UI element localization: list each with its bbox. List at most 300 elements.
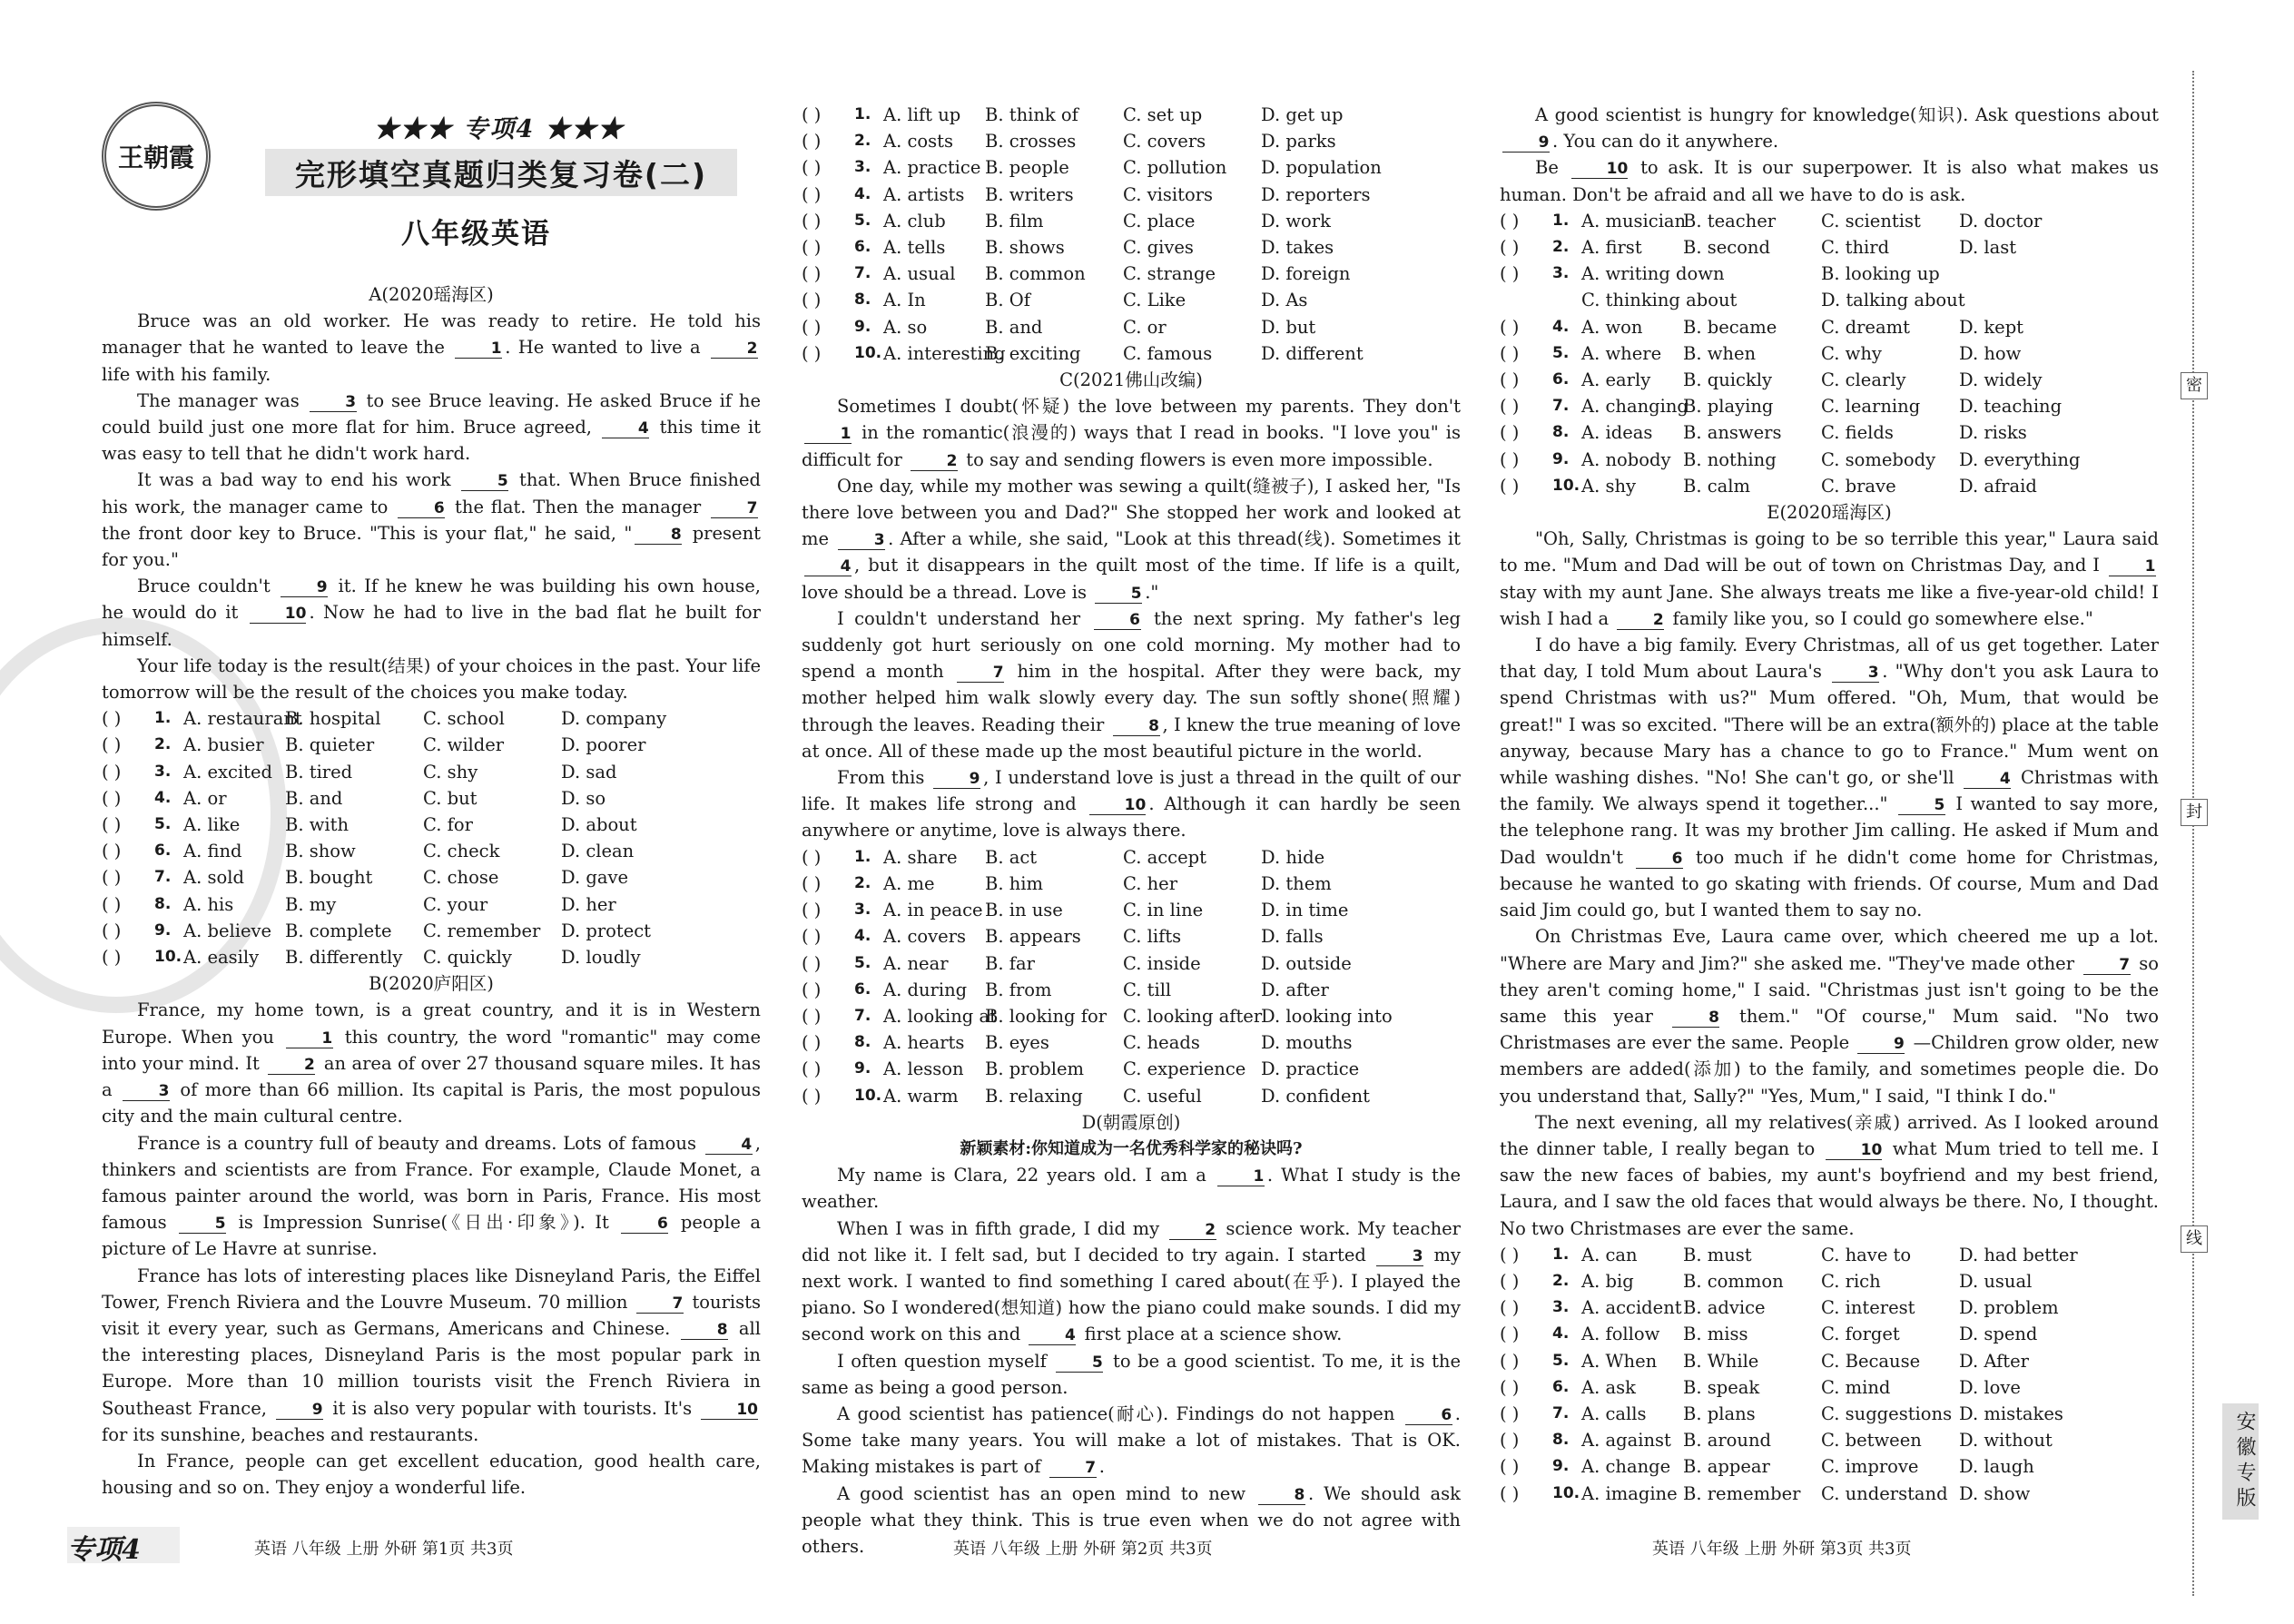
option xyxy=(1959,287,2097,313)
section-heading: E(2020瑶海区) xyxy=(1767,502,1892,524)
footer-badge-text: 专项4 xyxy=(67,1534,141,1566)
answer-blank[interactable]: ( ) xyxy=(802,1085,822,1107)
answer-blank[interactable]: ( ) xyxy=(1500,475,1520,497)
answer-blank[interactable]: ( ) xyxy=(802,846,822,868)
option: B. and xyxy=(985,316,1043,338)
passage-paragraph: I do have a big family. Every Christmas, all of us get together. Later that day, I told Mum about Laura's 3 . "Why don't you ask Laura to spend Christmas with us?" Mum offered. "Oh, Mum, that would be great!" I was so excited. "There will be an extra(额外的) place at the table anyway, because Mary has a chance to go to France." Mum went on while washing dishes. "No! She can't go, or she'll 4 Christmas with the family. We always spend it together..." 5 I wanted to say more, the telephone rang. It was my brother Jim calling. He asked if Mum and Dad wouldn't 6 too much if he didn't come home for Christmas, because he wanted to go skating with friends. Of course, Mum and Dad said Jim could go, but I wanted them to say no. xyxy=(1500,635,2159,921)
option: A. me xyxy=(883,872,935,894)
answer-blank[interactable]: ( ) xyxy=(802,342,822,364)
option: D. As xyxy=(1261,290,1308,311)
question-row xyxy=(1500,234,2159,261)
question-row xyxy=(1500,1453,2159,1480)
question-number: 10. xyxy=(854,343,882,362)
question-row xyxy=(102,891,761,918)
option: C. dreamt xyxy=(1821,316,1910,338)
blank-number: 2 xyxy=(711,340,758,359)
option: C. quickly xyxy=(423,947,512,969)
answer-blank[interactable]: ( ) xyxy=(1500,1350,1520,1372)
option: C. wilder xyxy=(423,734,505,756)
option: C. heads xyxy=(1123,1032,1200,1054)
question-number: 4. xyxy=(854,184,871,203)
question-row xyxy=(1500,1348,2159,1374)
option: A. artists xyxy=(883,183,965,205)
section-heading: B(2020庐阳区) xyxy=(369,973,494,995)
column-3 xyxy=(1500,102,2159,1507)
blank-number: 6 xyxy=(1094,611,1141,630)
option: A. or xyxy=(183,787,227,809)
question-number: 7. xyxy=(854,1006,871,1025)
option: A. busier xyxy=(183,734,264,756)
option xyxy=(1959,261,2097,287)
footer-page-1: 英语 八年级 上册 外研 第1页 共3页 xyxy=(254,1540,514,1559)
answer-blank[interactable]: ( ) xyxy=(102,920,122,941)
question-row xyxy=(1500,473,2159,499)
blank-number: 5 xyxy=(1898,796,1945,815)
question-number: 4. xyxy=(854,927,871,946)
question-number: 6. xyxy=(1552,1377,1570,1396)
passage-paragraph: France has lots of interesting places like Disneyland Paris, the Eiffel Tower, French Riviera and the Louvre Museum. 70 million 7 tourists visit it every year, such as Germans, Americans and Chinese. 8 all the interesting places, Disneyland Paris is the most popular park in Europe. More than 10 million tourists visit the French Riviera in Southeast France, 9 it is also very popular with tourists. It's 10 for its sunshine, beaches and restaurants. xyxy=(102,1265,761,1445)
answer-blank[interactable]: ( ) xyxy=(802,131,822,153)
answer-blank[interactable]: ( ) xyxy=(102,708,122,730)
binding-char: 密 xyxy=(2181,372,2208,399)
passage-paragraph: The next evening, all my relatives(亲戚) arrived. As I looked around the dinner table, I really began to 10 what Mum tried to tell me. I saw the new faces of babies, my aunt's boyfriend and my best friend, Laura, and I saw the old faces that would always be there. No, I thought. No two Christmases are ever the same. xyxy=(1500,1111,2159,1239)
passage-paragraph: A good scientist is hungry for knowledge(知识). Ask questions about 9 . You can do it anywhere. xyxy=(1500,102,2159,154)
question-number: 1. xyxy=(154,709,172,728)
option: A. find xyxy=(183,841,242,862)
answer-blank[interactable]: ( ) xyxy=(802,979,822,1000)
passage-paragraph: Bruce couldn't 9 it. If he knew he was building his own house, he would do it 10 . Now he had to live in the bad flat he built for himself. xyxy=(102,576,761,650)
option: B. nothing xyxy=(1683,448,1777,470)
blank-number: 3 xyxy=(123,1082,170,1101)
answer-blank[interactable]: ( ) xyxy=(1500,263,1520,285)
option: D. mouths xyxy=(1261,1032,1353,1054)
option: D. love xyxy=(1959,1376,2021,1398)
option: C. somebody xyxy=(1821,448,1936,470)
option: D. clean xyxy=(561,841,635,862)
option: C. set up xyxy=(1123,104,1203,125)
question-row xyxy=(802,340,1461,367)
option: C. strange xyxy=(1123,263,1216,285)
question-number: 10. xyxy=(1552,1483,1580,1502)
option: C. improve xyxy=(1821,1456,1919,1478)
question-row xyxy=(802,102,1461,128)
answer-blank[interactable]: ( ) xyxy=(1500,1244,1520,1265)
option: A. in peace xyxy=(883,900,983,921)
question-row xyxy=(802,844,1461,871)
option: B. differently xyxy=(285,947,403,969)
answer-blank[interactable]: ( ) xyxy=(802,926,822,948)
question-row xyxy=(1500,208,2159,234)
question-row xyxy=(802,1003,1461,1029)
answer-blank[interactable]: ( ) xyxy=(1500,1270,1520,1292)
option: A. during xyxy=(883,979,968,1000)
question-row xyxy=(1500,393,2159,419)
question-row xyxy=(1500,1401,2159,1427)
option: A. follow xyxy=(1581,1324,1660,1345)
option: A. share xyxy=(883,846,958,868)
option: B. playing xyxy=(1683,396,1774,418)
question-row xyxy=(802,1083,1461,1109)
passage-paragraph: It was a bad way to end his work 5 that. When Bruce finished his work, the manager came to 6 the flat. Then the manager 7 the front door key to Bruce. "This is your flat," he said, " 8 present for you." xyxy=(102,469,761,571)
blank-number: 2 xyxy=(1617,611,1664,630)
question-number: 1. xyxy=(1552,211,1570,230)
option: B. people xyxy=(985,157,1069,179)
question-row xyxy=(802,314,1461,340)
option: D. work xyxy=(1261,210,1331,231)
question-number: 3. xyxy=(1552,1298,1570,1317)
edition-label: 安徽专版 xyxy=(2222,1403,2259,1520)
option: A. changing xyxy=(1581,396,1689,418)
footer-badge xyxy=(67,1527,180,1566)
answer-blank[interactable]: ( ) xyxy=(802,104,822,125)
question-number: 2. xyxy=(1552,238,1570,257)
question-number: 5. xyxy=(854,211,871,230)
option: A. interesting xyxy=(883,342,1006,364)
question-number: 8. xyxy=(854,290,871,310)
question-number: 1. xyxy=(854,105,871,123)
option: A. shy xyxy=(1581,475,1637,497)
option: C. forget xyxy=(1821,1324,1900,1345)
answer-blank[interactable]: ( ) xyxy=(1500,1403,1520,1424)
option: D. different xyxy=(1261,342,1364,364)
answer-blank[interactable]: ( ) xyxy=(802,1058,822,1080)
question-number: 2. xyxy=(854,873,871,892)
option: D. hide xyxy=(1261,846,1325,868)
blank-number: 9 xyxy=(1857,1035,1905,1054)
answer-blank[interactable]: ( ) xyxy=(802,210,822,231)
option: B. plans xyxy=(1683,1403,1756,1424)
blank-number: 10 xyxy=(1089,796,1147,815)
option: C. Because xyxy=(1821,1350,1921,1372)
option: A. hearts xyxy=(883,1032,965,1054)
answer-blank[interactable]: ( ) xyxy=(1500,1376,1520,1398)
question-number: 1. xyxy=(854,847,871,866)
question-number: 5. xyxy=(1552,1351,1570,1370)
option: D. show xyxy=(1959,1482,2031,1504)
option: C. but xyxy=(423,787,478,809)
option: D. gave xyxy=(561,867,629,889)
blank-number: 3 xyxy=(1832,664,1879,683)
question-row xyxy=(802,154,1461,181)
answer-blank[interactable]: ( ) xyxy=(1500,237,1520,259)
option: D. risks xyxy=(1959,422,2027,444)
blank-number: 8 xyxy=(635,526,682,545)
binding-char: 封 xyxy=(2181,799,2208,826)
blank-number: 1 xyxy=(1217,1167,1265,1186)
answer-blank[interactable]: ( ) xyxy=(102,947,122,969)
option xyxy=(1683,261,1821,287)
option: B. act xyxy=(985,846,1038,868)
question-row xyxy=(802,977,1461,1003)
option: D. laugh xyxy=(1959,1456,2034,1478)
option: A. ideas xyxy=(1581,422,1653,444)
answer-blank[interactable]: ( ) xyxy=(802,263,822,285)
question-number: 9. xyxy=(854,317,871,336)
option: C. experience xyxy=(1123,1058,1246,1080)
option: C. in line xyxy=(1123,900,1204,921)
option: D. everything xyxy=(1959,448,2081,470)
option: C. fields xyxy=(1821,422,1894,444)
option: B. eyes xyxy=(985,1032,1049,1054)
question-number: 9. xyxy=(1552,449,1570,468)
question-row xyxy=(102,785,761,812)
blank-number: 2 xyxy=(268,1056,315,1075)
option: A. early xyxy=(1581,369,1651,391)
question-row xyxy=(102,759,761,785)
question-number: 9. xyxy=(1552,1457,1570,1476)
question-number: 2. xyxy=(854,132,871,151)
question-number: 8. xyxy=(854,1033,871,1052)
answer-blank[interactable]: ( ) xyxy=(802,290,822,311)
blank-number: 7 xyxy=(711,499,758,518)
option: B. must xyxy=(1683,1244,1752,1265)
answer-blank[interactable]: ( ) xyxy=(1500,1430,1520,1452)
question-number: 6. xyxy=(854,238,871,257)
option: B. Of xyxy=(985,290,1030,311)
option: D. outside xyxy=(1261,952,1352,974)
option: D. loudly xyxy=(561,947,641,969)
option: D. falls xyxy=(1261,926,1324,948)
answer-blank[interactable]: ( ) xyxy=(1500,210,1520,231)
passage-paragraph: In France, people can get excellent education, good health care, housing and so on. They enjoy a wonderful life. xyxy=(102,1450,761,1499)
blank-number: 10 xyxy=(701,1401,758,1420)
answer-blank[interactable]: ( ) xyxy=(102,841,122,862)
question-number: 2. xyxy=(154,735,172,754)
answer-blank[interactable] xyxy=(1500,287,1552,313)
option: B. remember xyxy=(1683,1482,1801,1504)
question-number xyxy=(1552,287,1581,313)
answer-blank[interactable]: ( ) xyxy=(1500,1297,1520,1319)
option: C. lifts xyxy=(1123,926,1182,948)
option: C. learning xyxy=(1821,396,1921,418)
answer-blank[interactable]: ( ) xyxy=(1500,448,1520,470)
option: B. and xyxy=(285,787,343,809)
option: C. have to xyxy=(1821,1244,1912,1265)
option: A. accident xyxy=(1581,1297,1682,1319)
option: D. talking about xyxy=(1821,290,1965,311)
option: D. about xyxy=(561,814,637,836)
answer-blank[interactable]: ( ) xyxy=(102,761,122,782)
question-row xyxy=(1500,1481,2159,1507)
option: B. exciting xyxy=(985,342,1081,364)
blank-number: 1 xyxy=(455,340,502,359)
answer-blank[interactable]: ( ) xyxy=(802,1005,822,1027)
option: D. how xyxy=(1959,342,2022,364)
passage-paragraph: A good scientist has patience(耐心). Findings do not happen 6 . Some take many years. You will make a lot of mistakes. That is OK. Making mistakes is part of 7 . xyxy=(802,1403,1461,1478)
option: C. gives xyxy=(1123,237,1194,259)
question-number: 2. xyxy=(1552,1271,1570,1290)
answer-blank[interactable]: ( ) xyxy=(1500,369,1520,391)
answer-blank[interactable]: ( ) xyxy=(802,183,822,205)
option: C. or xyxy=(1123,316,1167,338)
blank-number: 8 xyxy=(1672,1009,1719,1028)
option: D. poorer xyxy=(561,734,646,756)
blank-number: 10 xyxy=(250,605,307,624)
option: A. In xyxy=(883,290,926,311)
binding-char: 线 xyxy=(2181,1225,2208,1253)
footer-page-3: 英语 八年级 上册 外研 第3页 共3页 xyxy=(1652,1540,1912,1559)
option: C. rich xyxy=(1821,1270,1881,1292)
option: B. quickly xyxy=(1683,369,1772,391)
answer-blank[interactable]: ( ) xyxy=(802,872,822,894)
question-number: 7. xyxy=(854,264,871,283)
blank-number: 1 xyxy=(804,425,852,444)
answer-blank[interactable]: ( ) xyxy=(102,734,122,756)
answer-blank[interactable]: ( ) xyxy=(102,787,122,809)
answer-blank[interactable]: ( ) xyxy=(802,900,822,921)
answer-blank[interactable]: ( ) xyxy=(802,316,822,338)
question-row xyxy=(1500,1268,2159,1294)
option: B. calm xyxy=(1683,475,1751,497)
option: A. like xyxy=(183,814,241,836)
option: B. when xyxy=(1683,342,1757,364)
option: C. accept xyxy=(1123,846,1206,868)
option: C. her xyxy=(1123,872,1178,894)
blank-number: 1 xyxy=(2109,557,2156,576)
answer-blank[interactable]: ( ) xyxy=(1500,1324,1520,1345)
option: C. pollution xyxy=(1123,157,1227,179)
option: C. place xyxy=(1123,210,1196,231)
question-row xyxy=(802,897,1461,923)
answer-blank[interactable]: ( ) xyxy=(102,867,122,889)
question-number: 10. xyxy=(154,948,182,967)
blank-number: 7 xyxy=(636,1294,684,1314)
answer-blank[interactable]: ( ) xyxy=(802,157,822,179)
option: B. common xyxy=(985,263,1086,285)
answer-blank[interactable]: ( ) xyxy=(1500,1482,1520,1504)
option: C. for xyxy=(423,814,473,836)
option: D. afraid xyxy=(1959,475,2037,497)
footer-page-2: 英语 八年级 上册 外研 第2页 共3页 xyxy=(953,1540,1213,1559)
option: D. get up xyxy=(1261,104,1344,125)
answer-blank[interactable]: ( ) xyxy=(1500,422,1520,444)
blank-number: 9 xyxy=(933,770,980,789)
question-row xyxy=(1500,1321,2159,1347)
question-row xyxy=(802,287,1461,313)
question-number: 8. xyxy=(1552,423,1570,442)
option: D. reporters xyxy=(1261,183,1371,205)
blank-number: 7 xyxy=(2083,956,2131,975)
blank-number: 9 xyxy=(1502,133,1550,153)
option: B. common xyxy=(1683,1270,1784,1292)
question-number: 9. xyxy=(154,920,172,940)
option: D. spend xyxy=(1959,1324,2038,1345)
question-row xyxy=(102,918,761,944)
option: B. relaxing xyxy=(985,1085,1083,1107)
topic-text: 专项4 xyxy=(463,115,536,143)
question-number: 3. xyxy=(854,901,871,920)
question-row xyxy=(1500,1242,2159,1268)
passage-paragraph: Bruce was an old worker. He was ready to retire. He told his manager that he wanted to leave the 1 . He wanted to live a 2 life with his family. xyxy=(102,310,761,385)
question-number: 6. xyxy=(1552,370,1570,389)
answer-blank[interactable]: ( ) xyxy=(1500,396,1520,418)
option: A. looking at xyxy=(883,1005,997,1027)
topic-label: ★★★ 专项4 ★★★ xyxy=(374,115,625,143)
option: D. doctor xyxy=(1959,210,2043,231)
blank-number: 4 xyxy=(1029,1326,1076,1345)
option: B. crosses xyxy=(985,131,1077,153)
passage-paragraph: Sometimes I doubt(怀疑) the love between my parents. They don't 1 in the romantic(浪漫的) ways that I read in books. "I love you" is difficult for 2 to say and sending flowers is even more impossible. xyxy=(802,396,1461,470)
option: B. writers xyxy=(985,183,1074,205)
answer-blank[interactable]: ( ) xyxy=(1500,316,1520,338)
answer-blank[interactable]: ( ) xyxy=(802,1032,822,1054)
option: A. sold xyxy=(183,867,244,889)
answer-blank[interactable]: ( ) xyxy=(1500,342,1520,364)
option: B. looking up xyxy=(1821,263,1940,285)
option: B. film xyxy=(985,210,1044,231)
option: D. her xyxy=(561,893,616,915)
question-number: 4. xyxy=(1552,1324,1570,1343)
option: A. restaurant xyxy=(183,708,302,730)
answer-blank[interactable]: ( ) xyxy=(102,893,122,915)
question-number: 7. xyxy=(154,868,172,887)
question-row xyxy=(802,1029,1461,1056)
answer-blank[interactable]: ( ) xyxy=(802,952,822,974)
passage-paragraph: When I was in fifth grade, I did my 2 science work. My teacher did not like it. I felt sad, but I decided to try again. I started 3 my next work. I wanted to find something I cared about(在乎). I played the piano. So I wondered(想知道) how the piano could make sounds. I did my second work on this and 4 first place at a science show. xyxy=(802,1217,1461,1345)
option: C. school xyxy=(423,708,505,730)
option: A. believe xyxy=(183,920,272,941)
option: D. after xyxy=(1261,979,1329,1000)
question-number: 8. xyxy=(154,894,172,913)
answer-blank[interactable]: ( ) xyxy=(102,814,122,836)
option xyxy=(1683,287,1821,313)
blank-number: 6 xyxy=(1405,1406,1452,1425)
passage-paragraph: My name is Clara, 22 years old. I am a 1 . What I study is the weather. xyxy=(802,1165,1461,1213)
question-row xyxy=(102,944,761,970)
passage-paragraph: "Oh, Sally, Christmas is going to be so terrible this year," Laura said to me. "Mum and Dad will be out of town on Christmas Day, and I 1 stay with my aunt Jane. She always treats me like a five-year-old child! I wish I had a 2 family like you, so I could go somewhere else." xyxy=(1500,528,2159,629)
option: C. between xyxy=(1821,1430,1922,1452)
blank-number: 10 xyxy=(1826,1141,1883,1160)
option: C. Like xyxy=(1123,290,1186,311)
option: C. why xyxy=(1821,342,1882,364)
option: C. brave xyxy=(1821,475,1896,497)
option: D. sad xyxy=(561,761,617,782)
answer-blank[interactable]: ( ) xyxy=(1500,1456,1520,1478)
option: C. covers xyxy=(1123,131,1206,153)
question-row xyxy=(102,812,761,838)
blank-number: 8 xyxy=(1258,1486,1305,1505)
question-row xyxy=(802,234,1461,261)
passage-paragraph: A good scientist has an open mind to new 8 . We should ask people what they think. This is true even when we do not agree with others. xyxy=(802,1482,1461,1557)
option: B. miss xyxy=(1683,1324,1748,1345)
option: D. looking into xyxy=(1261,1005,1393,1027)
question-row xyxy=(802,950,1461,977)
question-number: 5. xyxy=(854,953,871,972)
option: A. calls xyxy=(1581,1403,1647,1424)
option: D. problem xyxy=(1959,1297,2059,1319)
blank-number: 8 xyxy=(681,1321,728,1340)
option: B. appear xyxy=(1683,1456,1770,1478)
section-note: 新颖素材:你知道成为一名优秀科学家的秘诀吗? xyxy=(960,1138,1303,1158)
question-number: 5. xyxy=(154,815,172,834)
option: B. answers xyxy=(1683,422,1782,444)
question-row xyxy=(802,128,1461,154)
option: D. usual xyxy=(1959,1270,2033,1292)
question-number: 1. xyxy=(1552,1245,1570,1264)
question-number: 4. xyxy=(154,788,172,807)
option: B. shows xyxy=(985,237,1065,259)
option: C. third xyxy=(1821,237,1890,259)
question-row xyxy=(102,864,761,891)
option: B. him xyxy=(985,872,1044,894)
answer-blank[interactable]: ( ) xyxy=(802,237,822,259)
option: C. looking after xyxy=(1123,1005,1263,1027)
option: A. excited xyxy=(183,761,273,782)
question-row xyxy=(802,923,1461,950)
question-row xyxy=(1500,340,2159,367)
blank-number: 7 xyxy=(957,664,1004,683)
blank-number: 5 xyxy=(179,1215,226,1234)
